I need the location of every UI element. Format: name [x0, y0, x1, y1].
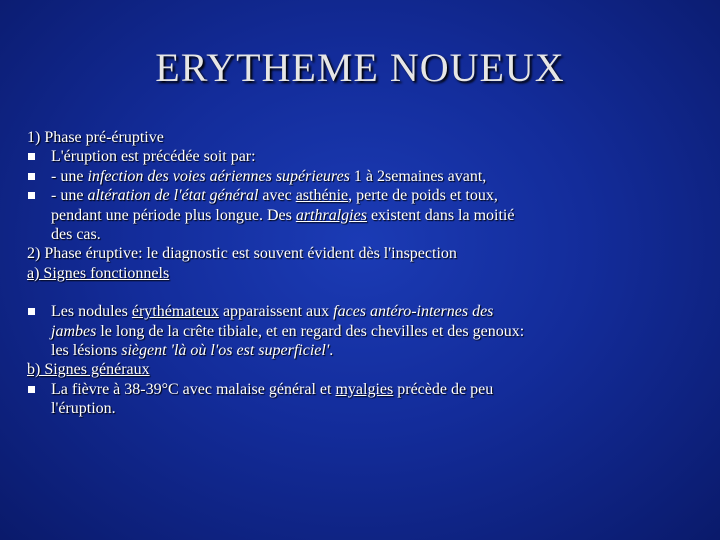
slide-body — [27, 128, 692, 419]
square-bullet-icon — [28, 192, 35, 199]
square-bullet-icon — [28, 173, 35, 180]
square-bullet-icon — [28, 386, 35, 393]
bullet-continuation: pendant une période plus longue. Des arthralgies existent dans la moitié — [51, 206, 515, 224]
slide-title: ERYTHEME NOUEUX — [155, 45, 565, 90]
square-bullet-icon — [28, 153, 35, 160]
bullet-item: Les nodules érythémateux apparaissent aux faces antéro-internes des — [27, 302, 692, 321]
bullet-continuation: l'éruption. — [51, 400, 116, 418]
phase1-heading: 1) Phase pré-éruptive — [27, 129, 164, 146]
phase2-heading: 2) Phase éruptive: le diagnostic est souvent évident dès l'inspection — [27, 245, 457, 263]
bullet-continuation: jambes le long de la crête tibiale, et en regard des chevilles et des genoux: — [51, 322, 525, 340]
bullet-item: - une infection des voies aériennes supérieures 1 à 2semaines avant, — [27, 167, 692, 186]
term-myalgies: myalgies — [335, 380, 394, 398]
term-erythemateux: érythémateux — [131, 303, 219, 321]
bullet-item: La fièvre à 38-39°C avec malaise général et myalgies précède de peu — [27, 380, 692, 399]
section-b-heading: b) Signes généraux — [27, 361, 150, 379]
bullet-continuation: des cas. — [51, 226, 101, 244]
bullet-item: - une altération de l'état général avec asthénie, perte de poids et toux, — [27, 186, 692, 205]
square-bullet-icon — [28, 308, 35, 315]
bullet-item: L'éruption est précédée soit par: — [27, 147, 692, 166]
term-arthralgies: arthralgies — [295, 206, 367, 224]
bullet-continuation: les lésions siègent 'là où l'os est superficiel'. — [51, 342, 334, 360]
term-asthenie: asthénie — [295, 187, 349, 205]
section-a-heading: a) Signes fonctionnels — [27, 264, 170, 282]
